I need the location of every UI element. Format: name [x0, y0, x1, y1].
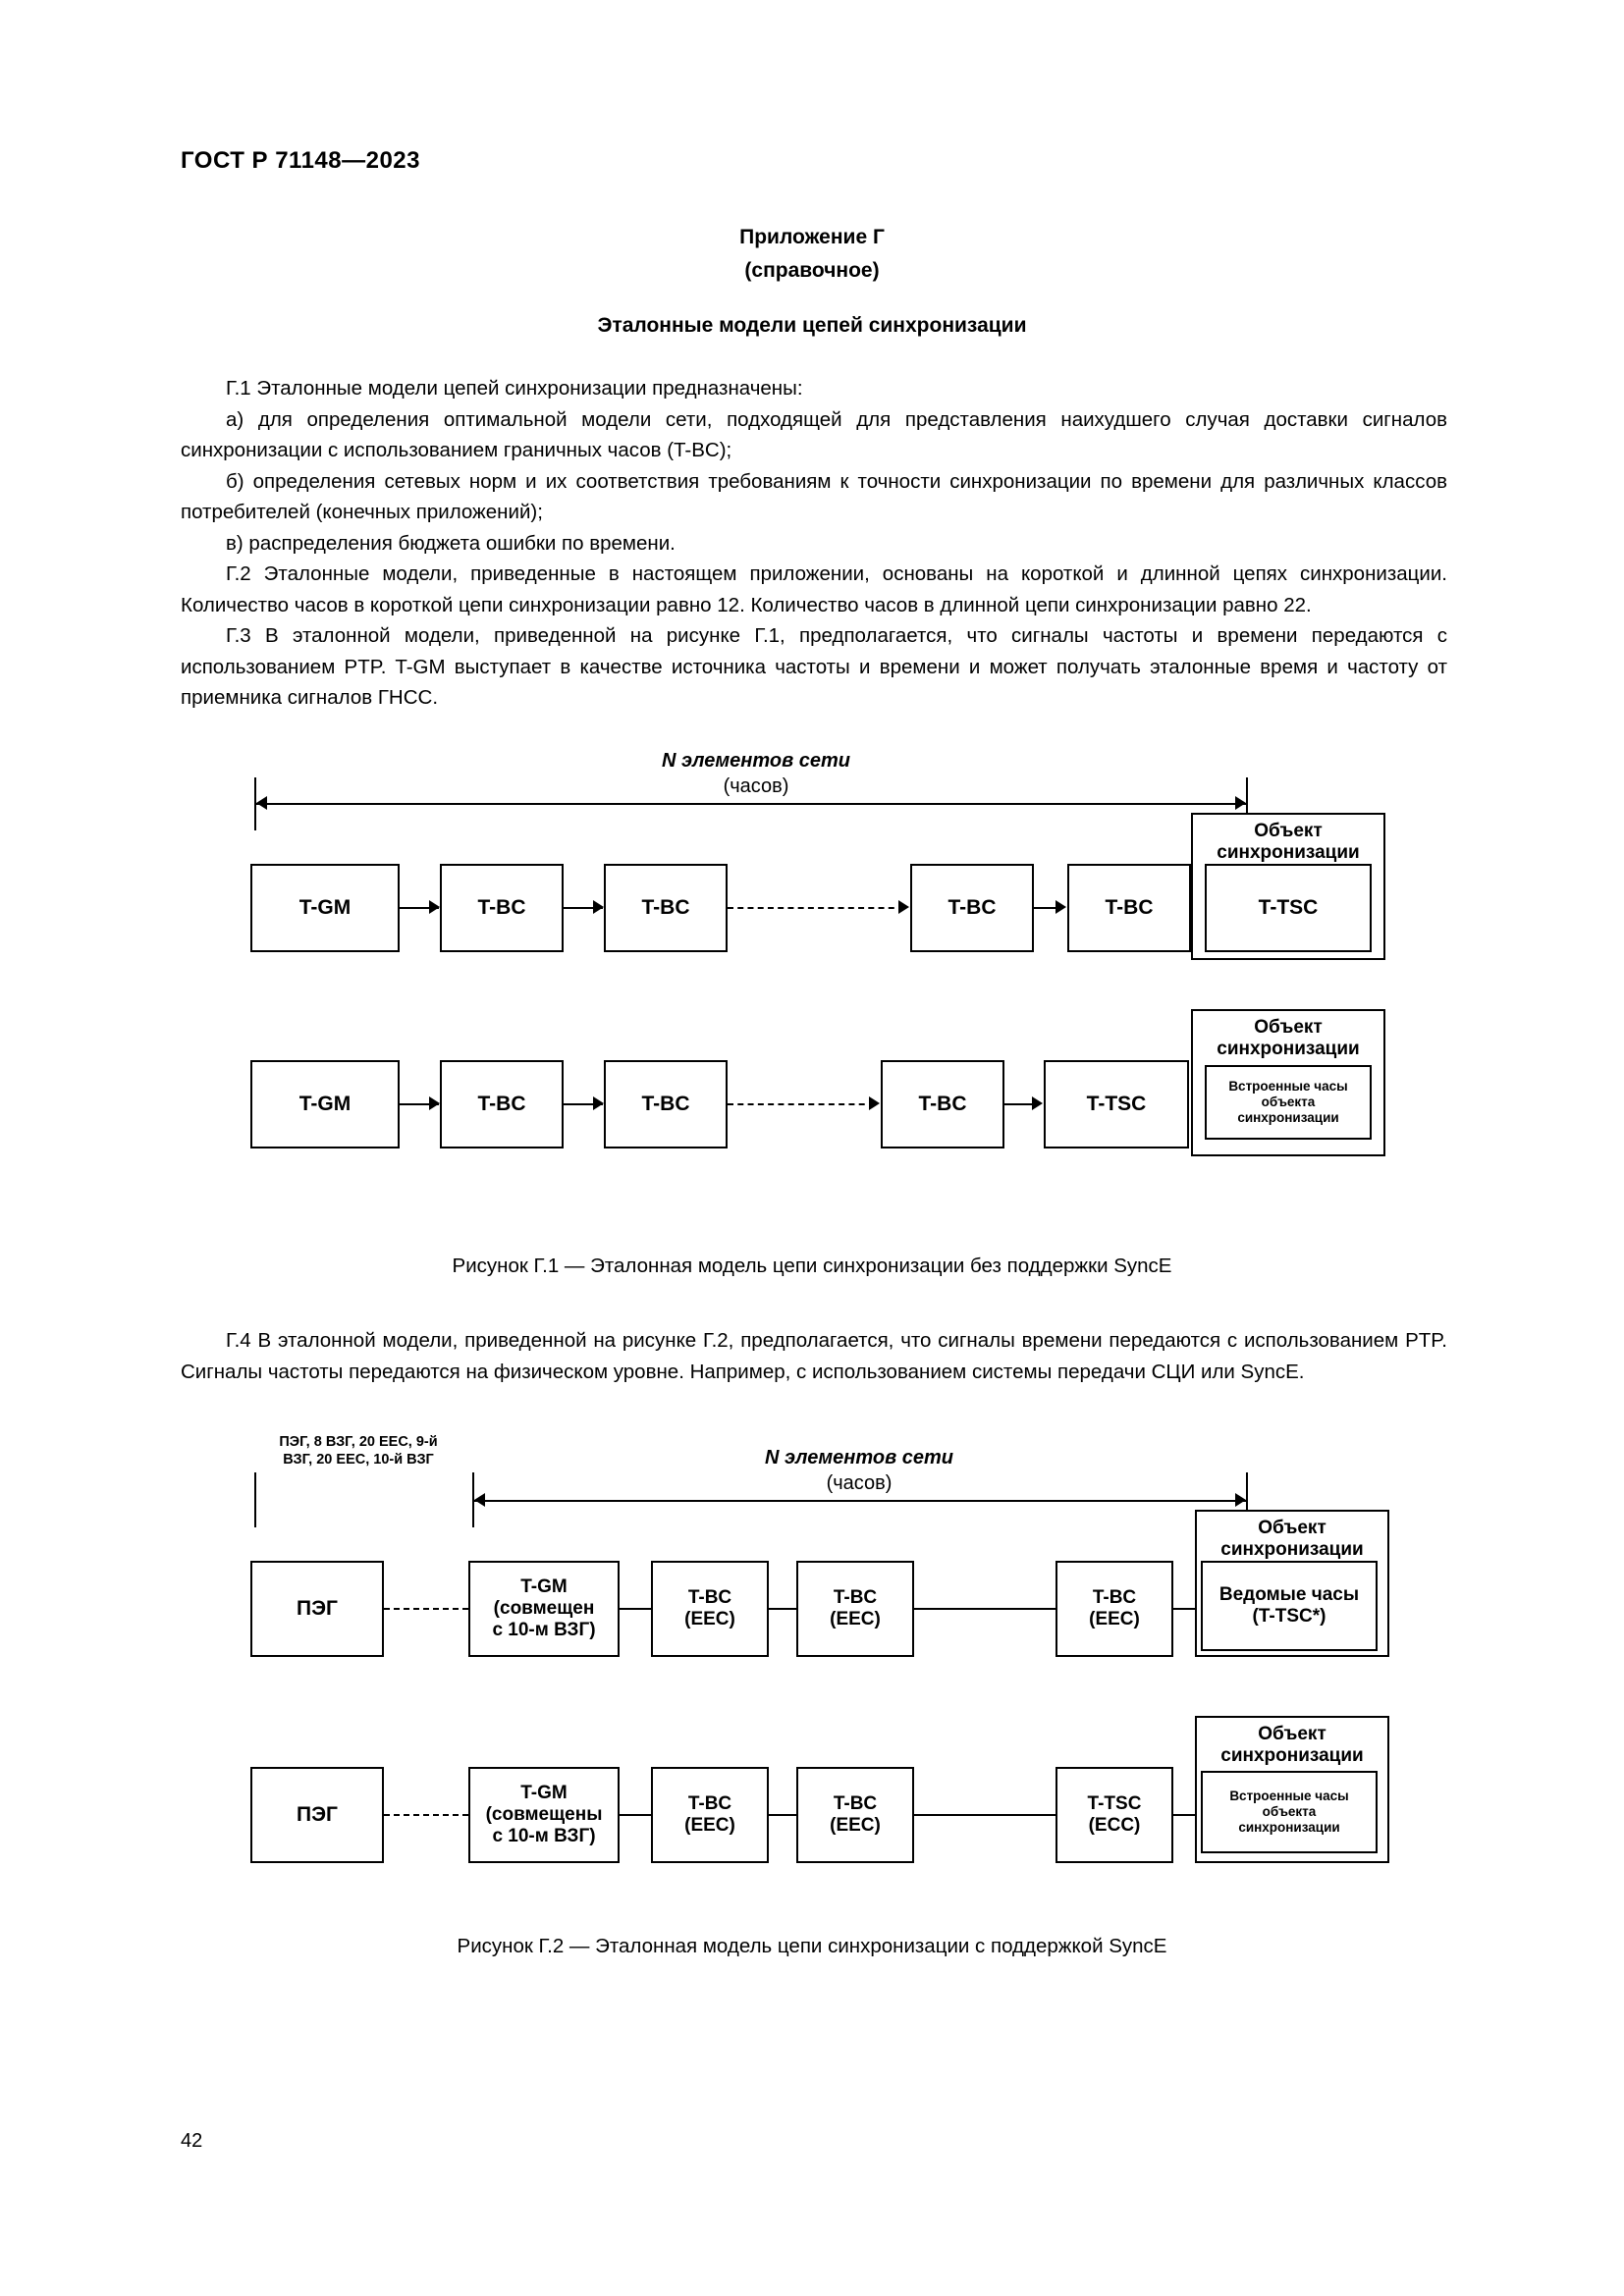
t-bc-line-1: T-BC	[833, 1793, 878, 1814]
span-tick-left-outer	[254, 1472, 256, 1527]
span-label-unit: (часов)	[826, 1472, 893, 1494]
span-arrow-left-icon	[256, 796, 267, 810]
paragraph: а) для определения оптимальной модели сети, подходящей для представления наихудшего случая доставки сигналов синхронизации с использованием граничных часов (T-BC);	[181, 407, 1447, 461]
t-gm-line-1: T-GM	[520, 1576, 568, 1597]
node-t-tsc: T-TSC	[1044, 1060, 1189, 1148]
t-tsc-line-1: T-TSC	[1087, 1793, 1142, 1814]
appendix-kind: (справочное)	[744, 259, 880, 282]
t-gm-line-1: T-GM	[520, 1783, 568, 1803]
span-line	[254, 803, 1246, 805]
span-label	[501, 748, 1011, 799]
figure-1-caption: Рисунок Г.1 — Эталонная модель цепи синхронизации без поддержки SyncE	[452, 1255, 1172, 1277]
dashed-connector	[728, 907, 904, 909]
paragraph: Г.3 В эталонной модели, приведенной на рисунке Г.1, предполагается, что сигналы частоты и времени передаются с использованием PTP. T-GM выступает в качестве источника частоты и времени и может получать эталонные время и частоту от приемника сигналов ГНСС.	[181, 624, 1447, 709]
t-gm-line-2: (совмещен	[493, 1598, 595, 1619]
node-t-bc	[796, 1561, 914, 1657]
embedded-clock-line-1: Встроенные часы	[1229, 1789, 1349, 1803]
embedded-clock-line-3: синхронизации	[1238, 1820, 1340, 1835]
connector	[769, 1814, 796, 1816]
connector	[914, 1608, 1056, 1610]
left-span-label	[241, 1433, 476, 1468]
span-arrow-right-icon	[1235, 1493, 1246, 1507]
node-t-gm	[468, 1767, 620, 1863]
t-bc-line-2: (EEC)	[1089, 1609, 1140, 1629]
arrow-icon	[429, 900, 440, 914]
object-title: Объект синхронизации	[1217, 1017, 1360, 1059]
node-t-tsc: T-TSC	[1205, 864, 1372, 952]
connector	[769, 1608, 796, 1610]
embedded-clock-line-2: объекта	[1262, 1804, 1317, 1819]
node-t-bc	[651, 1561, 769, 1657]
node-t-gm: T-GM	[250, 1060, 400, 1148]
appendix-heading	[0, 221, 1624, 288]
t-bc-line-2: (EEC)	[830, 1609, 881, 1629]
arrow-icon	[1056, 900, 1066, 914]
span-label	[604, 1445, 1114, 1496]
node-t-bc: T-BC	[910, 864, 1034, 952]
node-t-bc	[651, 1767, 769, 1863]
node-t-tsc	[1056, 1767, 1173, 1863]
arrow-icon	[869, 1096, 880, 1110]
t-bc-line-2: (EEC)	[684, 1815, 735, 1836]
object-title: Объект синхронизации	[1220, 1724, 1364, 1766]
paragraph: Г.1 Эталонные модели цепей синхронизации предназначены:	[226, 377, 803, 400]
t-tsc-line-2: (ECC)	[1088, 1815, 1141, 1836]
dashed-connector	[728, 1103, 875, 1105]
node-t-gm	[468, 1561, 620, 1657]
figure-2	[250, 1433, 1389, 1924]
t-gm-line-2: (совмещены	[485, 1804, 603, 1825]
t-bc-line-2: (EEC)	[684, 1609, 735, 1629]
t-bc-line-2: (EEC)	[830, 1815, 881, 1836]
paragraph: Г.4 В эталонной модели, приведенной на рисунке Г.2, предполагается, что сигналы времени передаются с использованием PTP. Сигналы частоты передаются на физическом уровне. Например, с использованием системы передачи СЦИ или SyncE.	[181, 1329, 1447, 1383]
dashed-connector	[384, 1814, 468, 1816]
span-line	[472, 1500, 1246, 1502]
t-gm-line-3: с 10-м ВЗГ)	[492, 1826, 596, 1846]
left-span-label-line-2: ВЗГ, 20 ЕЕС, 10-й ВЗГ	[283, 1452, 434, 1468]
t-bc-line-1: T-BC	[1092, 1587, 1137, 1608]
span-label-unit: (часов)	[723, 775, 789, 797]
node-peg: ПЭГ	[250, 1561, 384, 1657]
arrow-icon	[898, 900, 909, 914]
page-number: 42	[181, 2130, 203, 2152]
dashed-connector	[384, 1608, 468, 1610]
paragraph-block-1	[181, 373, 1447, 714]
left-span-label-line-1: ПЭГ, 8 ВЗГ, 20 ЕЕС, 9-й	[279, 1434, 438, 1450]
node-t-bc: T-BC	[1067, 864, 1191, 952]
object-title: Объект синхронизации	[1217, 821, 1360, 863]
node-embedded-clock	[1205, 1065, 1372, 1140]
node-t-bc: T-BC	[604, 1060, 728, 1148]
node-t-bc: T-BC	[440, 1060, 564, 1148]
paragraph-block-2	[181, 1325, 1447, 1387]
node-t-bc: T-BC	[881, 1060, 1004, 1148]
connector	[620, 1814, 651, 1816]
slave-clock-line-2: (T-TSC*)	[1252, 1606, 1326, 1627]
node-t-bc: T-BC	[440, 864, 564, 952]
section-title: Эталонные модели цепей синхронизации	[597, 314, 1027, 337]
t-bc-line-1: T-BC	[687, 1793, 732, 1814]
span-label-n: N элементов сети	[765, 1447, 953, 1468]
node-peg: ПЭГ	[250, 1767, 384, 1863]
node-slave-clock	[1201, 1561, 1378, 1651]
embedded-clock-line-1: Встроенные часы	[1228, 1079, 1348, 1094]
connector	[914, 1814, 1056, 1816]
span-label-n: N элементов сети	[662, 750, 850, 772]
appendix-name: Приложение Г	[739, 226, 885, 248]
page-header: ГОСТ Р 71148—2023	[181, 147, 420, 174]
figure-2-caption: Рисунок Г.2 — Эталонная модель цепи синхронизации с поддержкой SyncE	[457, 1935, 1167, 1957]
embedded-clock-line-3: синхронизации	[1237, 1110, 1339, 1125]
span-arrow-right-icon	[1235, 796, 1246, 810]
t-bc-line-1: T-BC	[833, 1587, 878, 1608]
figure-1	[250, 750, 1389, 1237]
node-embedded-clock	[1201, 1771, 1378, 1853]
node-t-gm: T-GM	[250, 864, 400, 952]
paragraph: в) распределения бюджета ошибки по времени.	[226, 531, 676, 555]
t-bc-line-1: T-BC	[687, 1587, 732, 1608]
node-t-bc	[796, 1767, 914, 1863]
embedded-clock-line-2: объекта	[1261, 1095, 1316, 1109]
arrow-icon	[1032, 1096, 1043, 1110]
arrow-icon	[429, 1096, 440, 1110]
t-gm-line-3: с 10-м ВЗГ)	[492, 1620, 596, 1640]
object-title: Объект синхронизации	[1220, 1518, 1364, 1560]
connector	[620, 1608, 651, 1610]
paragraph: Г.2 Эталонные модели, приведенные в настоящем приложении, основаны на короткой и длинной цепях синхронизации. Количество часов в короткой цепи синхронизации равно 12. Количество часов в длинной цепи синхронизации равно 22.	[181, 562, 1447, 616]
arrow-icon	[593, 1096, 604, 1110]
slave-clock-line-1: Ведомые часы	[1218, 1584, 1360, 1605]
arrow-icon	[593, 900, 604, 914]
node-t-bc	[1056, 1561, 1173, 1657]
paragraph: б) определения сетевых норм и их соответствия требованиям к точности синхронизации по времени для различных классов потребителей (конечных приложений);	[181, 469, 1447, 523]
span-arrow-left-icon	[474, 1493, 485, 1507]
node-t-bc: T-BC	[604, 864, 728, 952]
